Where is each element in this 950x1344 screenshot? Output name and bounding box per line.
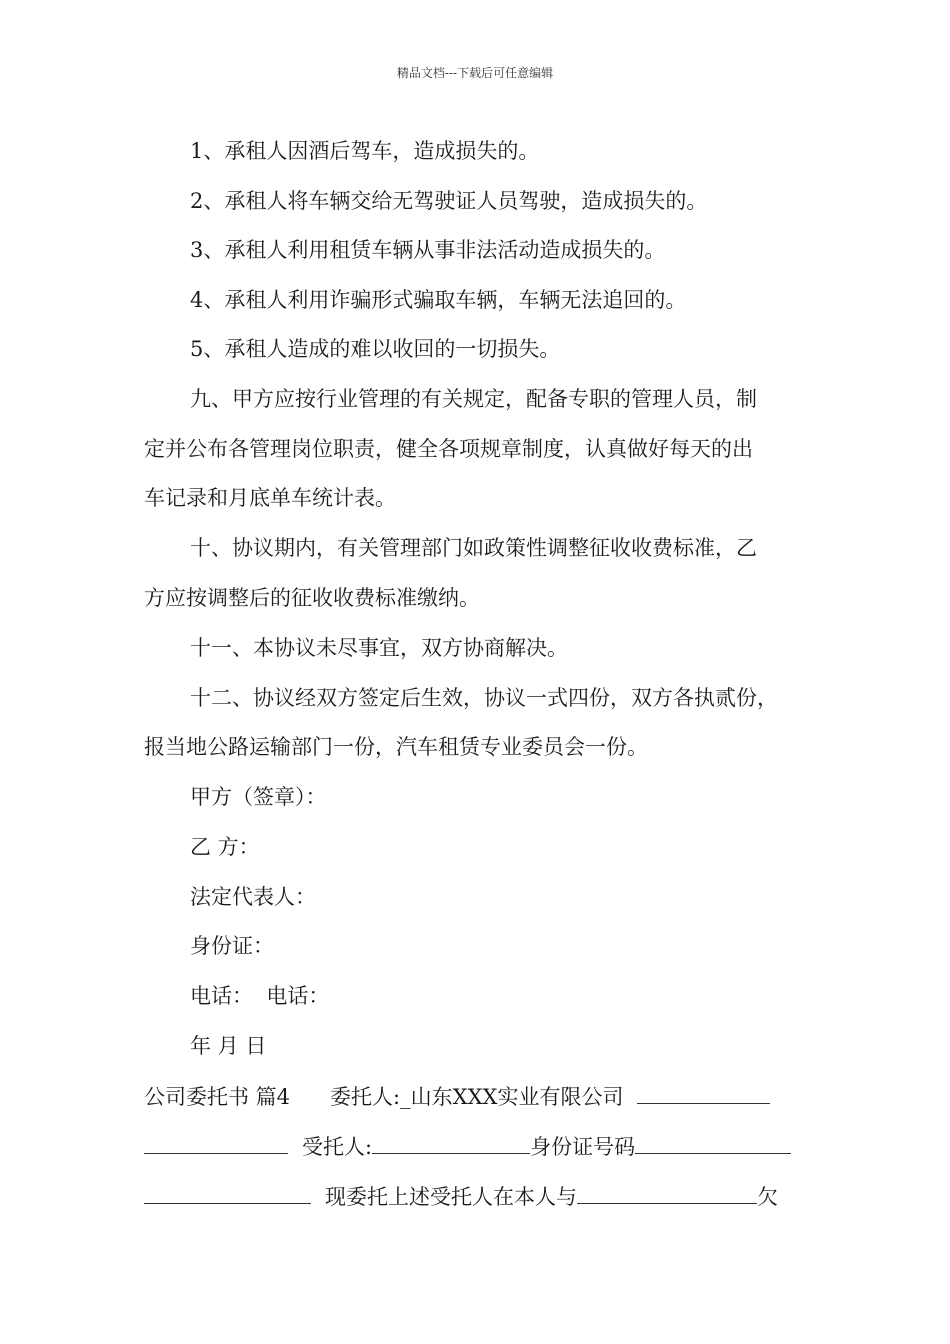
date-field: 年 月 日 <box>190 1034 267 1058</box>
clause-line: 方应按调整后的征收收费标准缴纳。 <box>144 586 480 610</box>
phone-fields: 电话： 电话： <box>190 984 330 1008</box>
form-title: 公司委托书 篇4 <box>144 1085 291 1109</box>
principal-label: 委托人:_山东XXX实业有限公司 <box>330 1085 624 1109</box>
clause-line: 4、承租人利用诈骗形式骗取车辆，车辆无法追回的。 <box>190 288 687 312</box>
signature-party-a: 甲方（签章）： <box>190 785 327 809</box>
clause-line: 定并公布各管理岗位职责，健全各项规章制度，认真做好每天的出 <box>144 437 753 461</box>
page-header: 精品文档---下载后可任意编辑 <box>396 66 554 80</box>
id-number-label: 身份证号码 <box>530 1135 636 1159</box>
id-card-field: 身份证： <box>190 934 274 958</box>
form-row-1 <box>144 1081 770 1112</box>
signature-party-b: 乙 方： <box>190 835 260 859</box>
clause-line: 十、协议期内，有关管理部门如政策性调整征收收费标准，乙 <box>190 536 757 560</box>
clause-line: 车记录和月底单车统计表。 <box>144 486 396 510</box>
authorize-text: 现委托上述受托人在本人与 <box>325 1185 577 1209</box>
clause-line: 十一、本协议未尽事宜，双方协商解决。 <box>190 636 568 660</box>
company-blank <box>577 1181 757 1204</box>
form-row-3 <box>144 1181 778 1212</box>
agent-label: 受托人: <box>302 1135 373 1159</box>
legal-representative: 法定代表人： <box>190 885 316 909</box>
form-row-2 <box>144 1131 791 1162</box>
blank-line <box>144 1131 288 1154</box>
agent-blank <box>372 1131 530 1154</box>
clause-line: 2、承租人将车辆交给无驾驶证人员驾驶，造成损失的。 <box>190 189 708 213</box>
clause-line: 3、承租人利用租赁车辆从事非法活动造成损失的。 <box>190 238 666 262</box>
clause-line: 报当地公路运输部门一份，汽车租赁专业委员会一份。 <box>144 735 648 759</box>
clause-line: 十二、协议经双方签定后生效，协议一式四份，双方各执贰份， <box>190 686 778 710</box>
id-number-blank <box>635 1131 791 1154</box>
blank-line <box>637 1081 770 1104</box>
blank-line <box>144 1181 311 1204</box>
owe-text: 欠 <box>757 1185 778 1209</box>
clause-line: 1、承租人因酒后驾车，造成损失的。 <box>190 139 540 163</box>
clause-line: 5、承租人造成的难以收回的一切损失。 <box>190 337 561 361</box>
clause-line: 九、甲方应按行业管理的有关规定，配备专职的管理人员，制 <box>190 387 757 411</box>
